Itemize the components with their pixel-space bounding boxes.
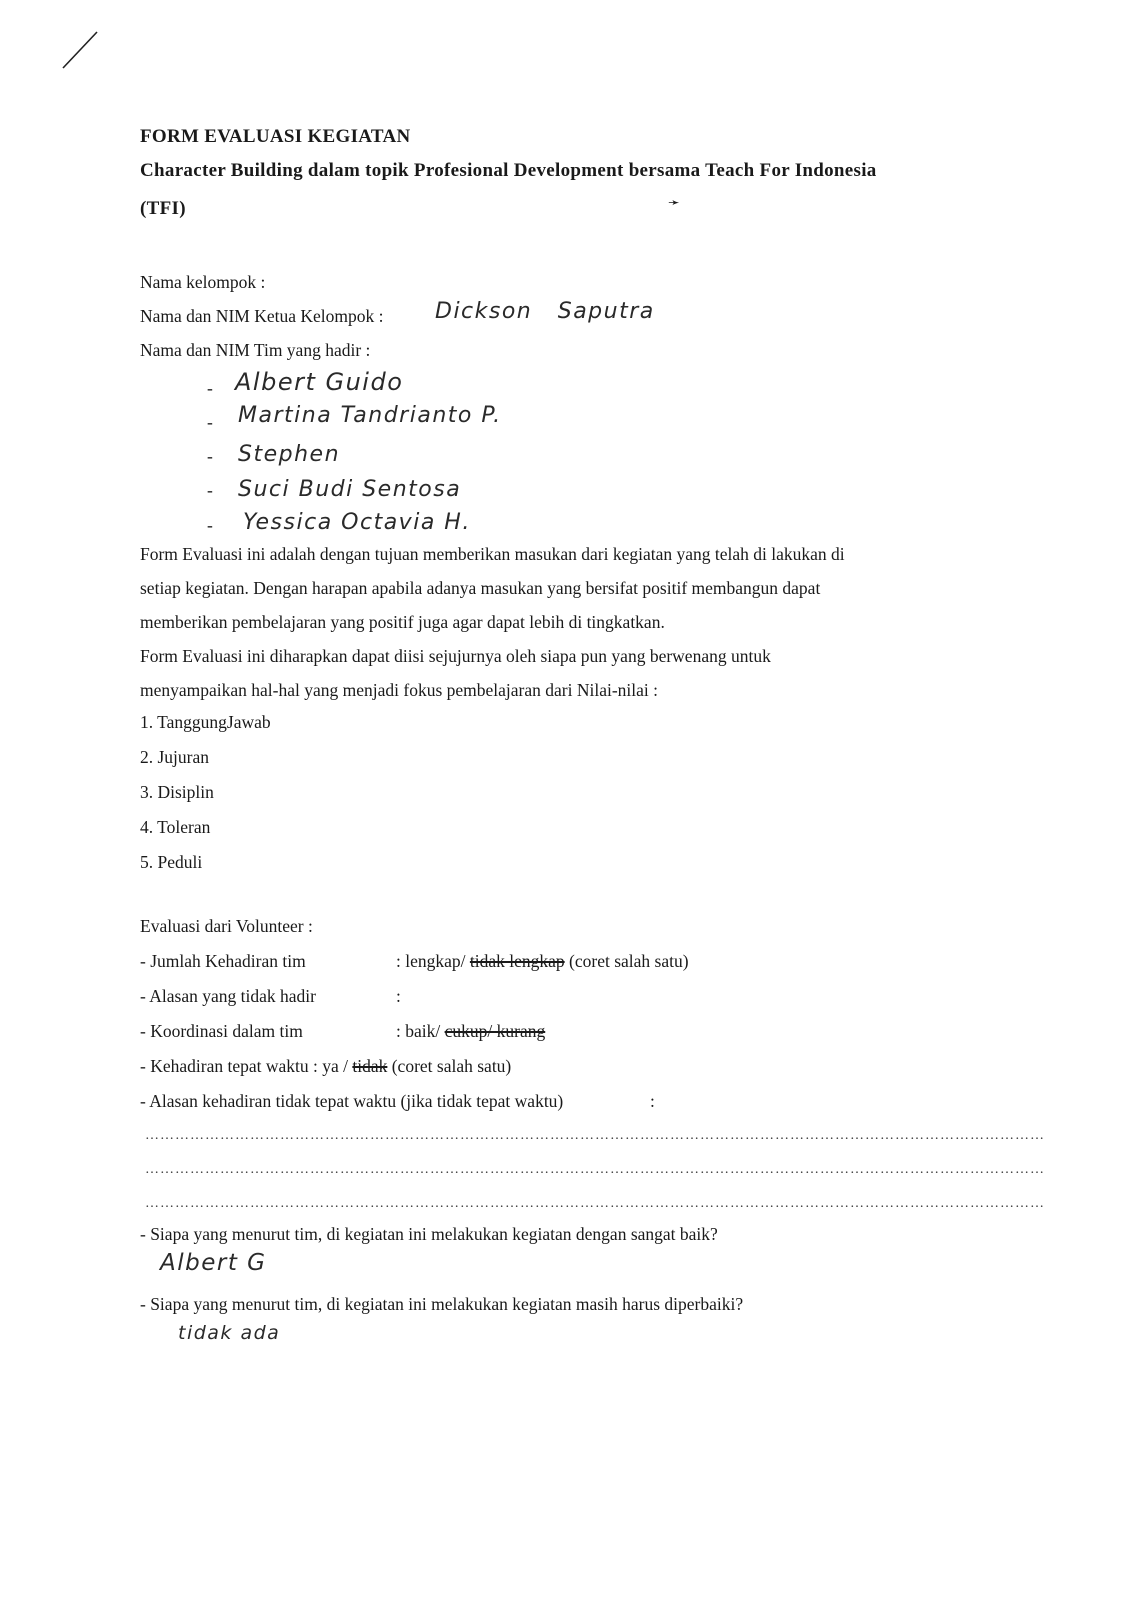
team-member-name: Albert Guido	[235, 368, 404, 396]
arrow-mark: ➛	[668, 195, 680, 211]
team-member-dash: -	[207, 515, 213, 535]
team-member-dash: -	[207, 446, 213, 466]
team-member-dash: -	[207, 412, 213, 432]
coordination-label: - Koordinasi dalam tim	[140, 1021, 303, 1041]
values-list-item: 4. Toleran	[140, 817, 211, 837]
question-needs-improvement: - Siapa yang menurut tim, di kegiatan ini melakukan kegiatan masih harus diperbaiki?	[140, 1294, 744, 1314]
dotted-answer-line: ………………………………………………………………………………………………………………………………………………………………	[145, 1196, 1045, 1211]
team-member-name: Stephen	[238, 442, 341, 467]
punctual-row	[140, 1056, 511, 1077]
form-title: FORM EVALUASI KEGIATAN	[140, 126, 411, 147]
punctual-struck-option: tidak	[352, 1056, 388, 1076]
coordination-struck-options: cukup/ kurang	[444, 1021, 546, 1041]
intro-line: menyampaikan hal-hal yang menjadi fokus pembelajaran dari Nilai-nilai :	[140, 680, 659, 700]
form-subtitle-line-1: Character Building dalam topik Profesional Development bersama Teach For Indonesia	[140, 160, 877, 181]
team-member-name: Yessica Octavia H.	[243, 510, 471, 535]
punctual-note: (coret salah satu)	[387, 1056, 512, 1076]
absence-reason-label: - Alasan yang tidak hadir	[140, 986, 316, 1006]
answer-best-performer: Albert G	[160, 1250, 267, 1276]
team-member-name: Suci Budi Sentosa	[238, 477, 462, 502]
late-reason-colon: :	[650, 1091, 655, 1111]
intro-line: memberikan pembelajaran yang positif juga agar dapat lebih di tingkatkan.	[140, 612, 665, 632]
form-subtitle-line-2: (TFI)	[140, 198, 186, 219]
intro-line: setiap kegiatan. Dengan harapan apabila adanya masukan yang bersifat positif membangun dapat	[140, 578, 821, 598]
values-list-item: 5. Peduli	[140, 852, 203, 872]
absence-reason-colon: :	[396, 986, 401, 1006]
attendance-struck-option: tidak lengkap	[469, 951, 565, 971]
coordination-answer	[396, 1021, 545, 1042]
team-label: Nama dan NIM Tim yang hadir :	[140, 340, 371, 360]
attendance-note: (coret salah satu)	[564, 951, 689, 971]
attendance-label: - Jumlah Kehadiran tim	[140, 951, 306, 971]
team-member-dash: -	[207, 480, 213, 500]
question-best-performer: - Siapa yang menurut tim, di kegiatan ini melakukan kegiatan dengan sangat baik?	[140, 1224, 718, 1244]
values-list-item: 2. Jujuran	[140, 747, 210, 767]
coordination-colon: : baik/	[396, 1021, 445, 1041]
pen-check-mark	[55, 28, 105, 73]
team-member-dash: -	[207, 378, 213, 398]
dotted-answer-line: ………………………………………………………………………………………………………………………………………………………………	[145, 1162, 1045, 1177]
answer-needs-improvement: tidak ada	[178, 1322, 281, 1344]
punctual-label: - Kehadiran tepat waktu : ya /	[140, 1056, 353, 1076]
intro-line: Form Evaluasi ini adalah dengan tujuan memberikan masukan dari kegiatan yang telah di lakukan di	[140, 544, 845, 564]
dotted-answer-line: ………………………………………………………………………………………………………………………………………………………………	[145, 1128, 1045, 1143]
values-list-item: 3. Disiplin	[140, 782, 214, 802]
team-member-name: Martina Tandrianto P.	[238, 403, 502, 428]
leader-label: Nama dan NIM Ketua Kelompok :	[140, 306, 384, 326]
leader-value: Dickson Saputra	[435, 299, 655, 324]
attendance-answer	[396, 951, 689, 972]
intro-line: Form Evaluasi ini diharapkan dapat diisi sejujurnya oleh siapa pun yang berwenang untuk	[140, 646, 771, 666]
attendance-colon: : lengkap/	[396, 951, 470, 971]
group-name-label: Nama kelompok :	[140, 272, 266, 292]
late-reason-label: - Alasan kehadiran tidak tepat waktu (jika tidak tepat waktu)	[140, 1091, 564, 1111]
values-list-item: 1. TanggungJawab	[140, 712, 271, 732]
evaluation-heading: Evaluasi dari Volunteer :	[140, 916, 313, 936]
